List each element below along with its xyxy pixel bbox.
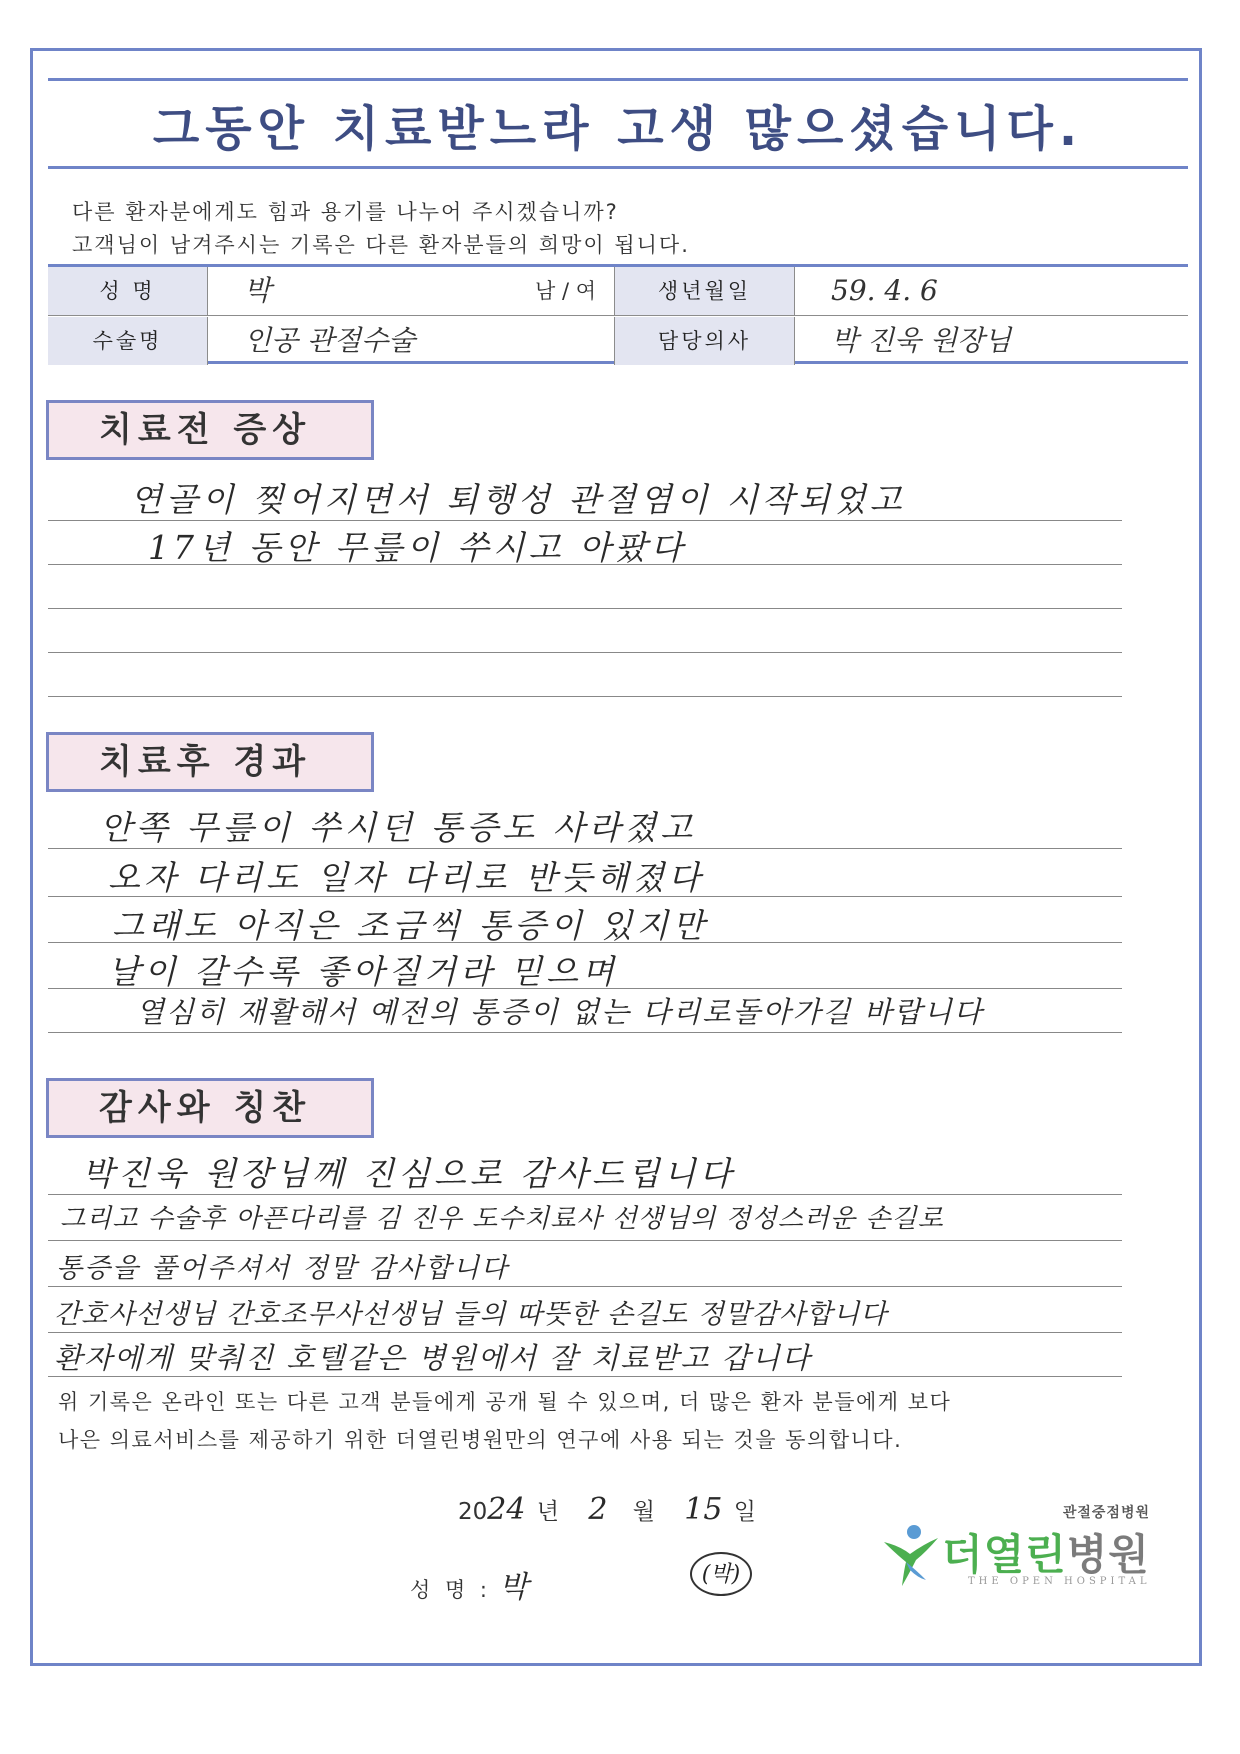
thanks-line-4: 간호사선생님 간호조무사선생님 들의 따뜻한 손길도 정말감사합니다 [54,1299,888,1330]
date-year-hand: 24 [487,1492,526,1527]
logo-subtitle: 관절중점병원 [1062,1505,1150,1521]
signature-name-hand: 박 [499,1570,532,1605]
birth-value: 59. 4. 6 [831,274,938,307]
thanks-line-5: 환자에게 맞춰진 호텔같은 병원에서 잘 치료받고 갑니다 [54,1341,812,1375]
intro-line-2: 고객님이 남겨주시는 기록은 다른 환자분들의 희망이 됩니다. [72,233,690,257]
intro-line-1: 다른 환자분에게도 힘과 용기를 나누어 주시겠습니까? [72,200,619,224]
thanks-line-1: 박진욱 원장님께 진심으로 감사드립니다 [82,1154,736,1193]
person-icon [880,1520,940,1590]
thanks-line-3: 통증을 풀어주셔서 정말 감사합니다 [56,1253,509,1284]
surgery-label: 수술명 [48,317,208,365]
logo-name [942,1522,1150,1582]
surgery-value: 인공 관절수술 [208,317,615,365]
logo-name-gray: 병원 [1066,1530,1150,1579]
date-day-hand: 15 [684,1492,723,1527]
name-hand: 박 [244,274,272,307]
thanks-line-2: 그리고 수술후 아픈다리를 김 진우 도수치료사 선생님의 정성스러운 손길로 [60,1204,944,1234]
signature-line [410,1562,532,1606]
date-year-prefix: 20 [458,1499,488,1525]
name-value [208,267,615,315]
table-divider [48,315,1188,316]
birth-label: 생년월일 [615,267,795,315]
ruled-line [48,1286,1122,1287]
hospital-logo [880,1502,1170,1602]
after-line-2: 오자 다리도 일자 다리로 반듯해졌다 [108,858,705,897]
logo-name-green: 더열린 [942,1530,1067,1579]
after-line-5: 열심히 재활해서 예전의 통증이 없는 다리로돌아가길 바랍니다 [136,995,984,1029]
date-year-suffix: 년 [536,1499,559,1525]
logo-english: THE OPEN HOSPITAL [968,1576,1151,1587]
ruled-line [48,1240,1122,1241]
before-line-2: 17년 동안 무릎이 쑤시고 아팠다 [148,528,687,567]
signature-seal: (박) [690,1552,752,1596]
ruled-line [48,696,1122,697]
ruled-line [48,1032,1122,1033]
signature-label: 성 명 : [410,1578,491,1602]
section-thanks-heading: 감사와 칭찬 [46,1078,374,1138]
consent-line-1: 위 기록은 온라인 또는 다른 고객 분들에게 공개 될 수 있으며, 더 많은 환자 분들에게 보다 [58,1390,952,1414]
ruled-line [48,652,1122,653]
name-label: 성 명 [48,267,208,315]
section-after-heading: 치료후 경과 [46,732,374,792]
date-month-suffix: 월 [632,1499,655,1525]
title-top-rule [48,78,1188,81]
date-day-suffix: 일 [733,1499,756,1525]
doctor-label: 담당의사 [615,317,795,365]
after-line-1: 안쪽 무릎이 쑤시던 통증도 사라졌고 [100,808,697,847]
doctor-value: 박 진욱 원장님 [831,324,1012,357]
title-bottom-rule [48,166,1188,169]
ruled-line [48,1332,1122,1333]
date-month-hand: 2 [588,1492,608,1527]
date-line [458,1492,756,1527]
after-line-4: 날이 갈수록 좋아질거라 믿으며 [108,952,618,991]
page-title: 그동안 치료받느라 고생 많으셨습니다. [152,101,1084,157]
consent-line-2: 나은 의료서비스를 제공하기 위한 더열린병원만의 연구에 사용 되는 것을 동의합니다. [58,1428,903,1452]
gender-options: 남 / 여 [535,279,596,303]
section-before-heading: 치료전 증상 [46,400,374,460]
after-line-3: 그래도 아직은 조금씩 통증이 있지만 [112,906,709,945]
patient-info-table [48,264,1188,364]
ruled-line [48,608,1122,609]
before-line-1: 연골이 찢어지면서 퇴행성 관절염이 시작되었고 [130,480,906,519]
